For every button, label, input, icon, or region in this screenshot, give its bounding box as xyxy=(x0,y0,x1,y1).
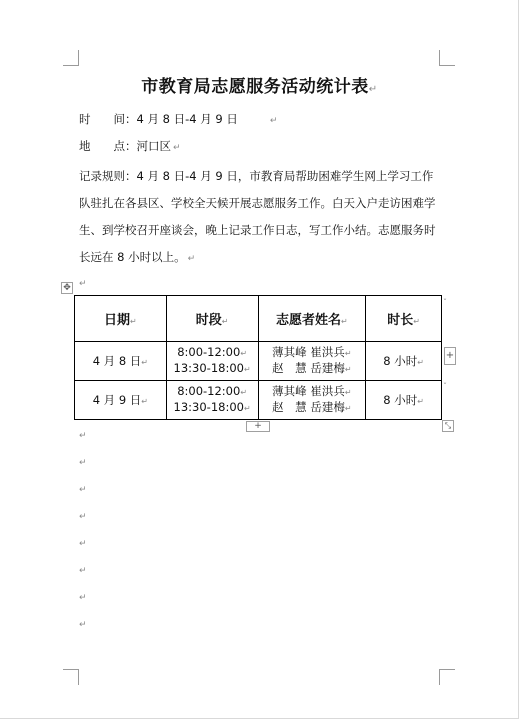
empty-paragraph-mark[interactable]: ↵ xyxy=(79,279,87,289)
rules-text: 4 月 8 日-4 月 9 日，市教育局帮助困难学生网上学习工作队驻扎在各县区、学校全天候开展志愿服务工作。白天入户走访困难学生、到学校召开座谈会，晚上记录工作日志，写工作小结。志愿服务时长远在 8 小时以上。 xyxy=(79,169,436,264)
cell-duration[interactable]: 8 小时↵ xyxy=(366,342,442,381)
header-duration[interactable]: 时长↵ xyxy=(366,296,442,342)
stats-table[interactable] xyxy=(74,295,442,420)
empty-paragraph-mark[interactable]: ↵ xyxy=(79,566,87,576)
crop-mark-top-right xyxy=(439,50,455,66)
empty-paragraph-mark[interactable]: ↵ xyxy=(79,593,87,603)
rules-paragraph[interactable] xyxy=(79,163,441,273)
paragraph-mark: ↵ xyxy=(187,254,196,264)
cell-date[interactable]: 4 月 9 日↵ xyxy=(75,381,167,420)
time-value: 4 月 8 日-4 月 9 日 xyxy=(136,112,238,126)
cell-time-slot[interactable]: 8:00-12:00↵ 13:30-18:00↵ xyxy=(166,381,258,420)
cell-duration[interactable]: 8 小时↵ xyxy=(366,381,442,420)
place-line[interactable] xyxy=(79,139,181,155)
cell-volunteer-names[interactable]: 薄其峰 崔洪兵↵ 赵 慧 岳建梅↵ xyxy=(258,381,366,420)
add-row-plus-icon[interactable]: + xyxy=(444,347,456,365)
paragraph-mark: ↵ xyxy=(368,84,378,95)
header-time-slot[interactable]: 时段↵ xyxy=(166,296,258,342)
table-header-row xyxy=(75,296,442,342)
header-date[interactable]: 日期↵ xyxy=(75,296,167,342)
place-label: 地 点： xyxy=(79,139,137,153)
crop-mark-top-left xyxy=(63,50,79,66)
rules-label: 记录规则： xyxy=(79,169,137,183)
cell-date[interactable]: 4 月 8 日↵ xyxy=(75,342,167,381)
time-label: 时 间： xyxy=(79,112,137,126)
empty-paragraph-mark[interactable]: ↵ xyxy=(79,431,87,441)
paragraph-mark: ↵ xyxy=(173,143,181,153)
add-column-plus-icon[interactable]: + xyxy=(246,421,270,432)
document-title[interactable] xyxy=(0,72,519,97)
table-resize-icon[interactable]: ⤡ xyxy=(442,420,454,432)
row-end-mark: ˇ xyxy=(443,382,447,391)
cell-volunteer-names[interactable]: 薄其峰 崔洪兵↵ 赵 慧 岳建梅↵ xyxy=(258,342,366,381)
time-line[interactable] xyxy=(79,112,277,128)
cell-time-slot[interactable]: 8:00-12:00↵ 13:30-18:00↵ xyxy=(166,342,258,381)
crop-mark-bottom-right xyxy=(439,669,455,685)
empty-paragraph-mark[interactable]: ↵ xyxy=(79,512,87,522)
move-handle-icon[interactable]: ✥ xyxy=(61,282,73,294)
table-row xyxy=(75,381,442,420)
place-value: 河口区 xyxy=(136,139,171,153)
header-volunteer-names[interactable]: 志愿者姓名↵ xyxy=(258,296,366,342)
crop-mark-bottom-left xyxy=(63,669,79,685)
empty-paragraph-mark[interactable]: ↵ xyxy=(79,485,87,495)
document-title-text: 市教育局志愿服务活动统计表 xyxy=(141,77,369,97)
table-row xyxy=(75,342,442,381)
row-end-mark: ˇ xyxy=(443,298,447,307)
empty-paragraph-mark[interactable]: ↵ xyxy=(79,620,87,630)
paragraph-mark: ↵ xyxy=(269,116,278,126)
empty-paragraph-mark[interactable]: ↵ xyxy=(79,539,87,549)
empty-paragraph-mark[interactable]: ↵ xyxy=(79,458,87,468)
